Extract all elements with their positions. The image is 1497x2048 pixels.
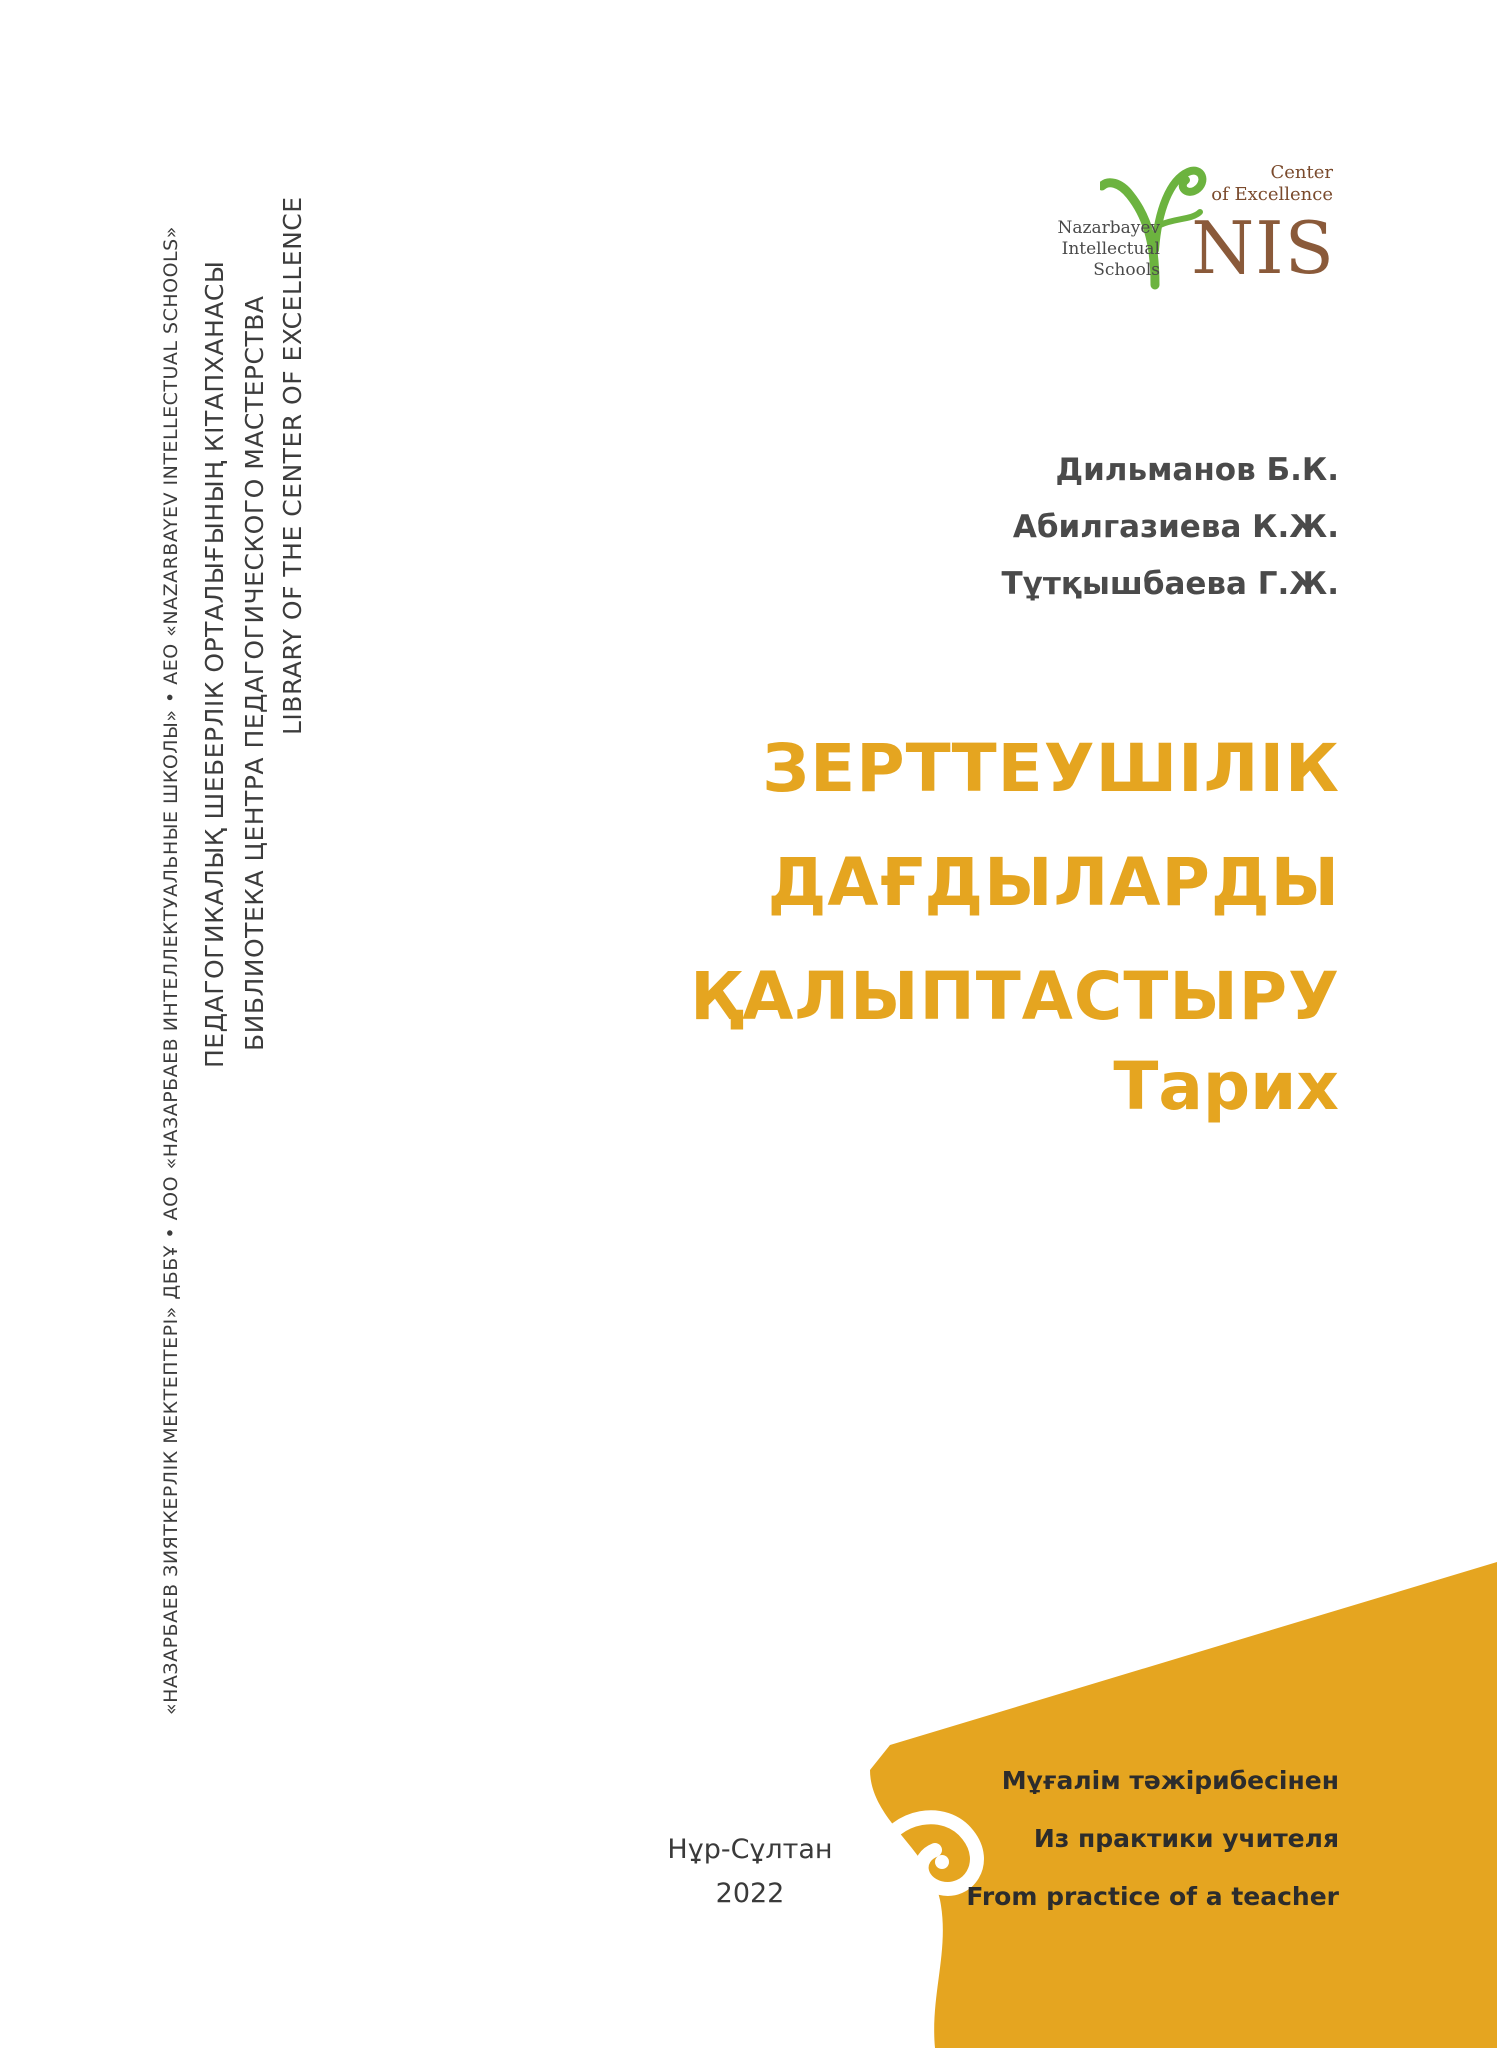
logo-abbreviation: NIS (1191, 206, 1335, 290)
logo-name-line: Nazarbayev (1057, 218, 1160, 238)
logo-coe-line: of Excellence (1211, 184, 1333, 205)
logo-name-line: Schools (1093, 260, 1160, 280)
imprint-year: 2022 (715, 1878, 785, 1909)
logo-name-line: Intellectual (1061, 239, 1160, 259)
author-name: Дильманов Б.К. (1055, 452, 1339, 488)
imprint (650, 1828, 850, 1916)
book-subject: Тарих (1113, 1048, 1339, 1125)
spine-library-ru: БИБЛИОТЕКА ЦЕНТРА ПЕДАГОГИЧЕСКОГО МАСТЕРСТВА (240, 295, 269, 1051)
spine-library-en: LIBRARY OF THE CENTER OF EXCELLENCE (278, 196, 307, 735)
logo-coe-line: Center (1270, 162, 1333, 183)
title-line: ЗЕРТТЕУШІЛІК (762, 730, 1340, 807)
series-labels (966, 1752, 1339, 1926)
spine-library-kz: ПЕДАГОГИКАЛЫҚ ШЕБЕРЛІК ОРТАЛЫҒЫНЫҢ КІТАПХАНАСЫ (200, 260, 229, 1068)
author-name: Абилгазиева К.Ж. (1012, 509, 1339, 545)
series-label-ru: Из практики учителя (1033, 1824, 1339, 1853)
series-label-en: From practice of a teacher (966, 1882, 1339, 1911)
title-line: ДАҒДЫЛАРДЫ (767, 844, 1340, 921)
imprint-city: Нұр-Сұлтан (667, 1834, 833, 1865)
spine-organization-line: «НАЗАРБАЕВ ЗИЯТКЕРЛІК МЕКТЕПТЕРІ» ДББҰ • АОО «НАЗАРБАЕВ ИНТЕЛЛЕКТУАЛЬНЫЕ ШКОЛЫ» • AEO «NAZARBAYEV INTELLECTUAL SCHOOLS» (160, 226, 182, 1715)
author-name: Тұтқышбаева Г.Ж. (1001, 566, 1339, 602)
title-line: ҚАЛЫПТАСТЫРУ (690, 958, 1340, 1035)
series-label-kz: Мұғалім тәжірибесінен (1001, 1766, 1339, 1795)
